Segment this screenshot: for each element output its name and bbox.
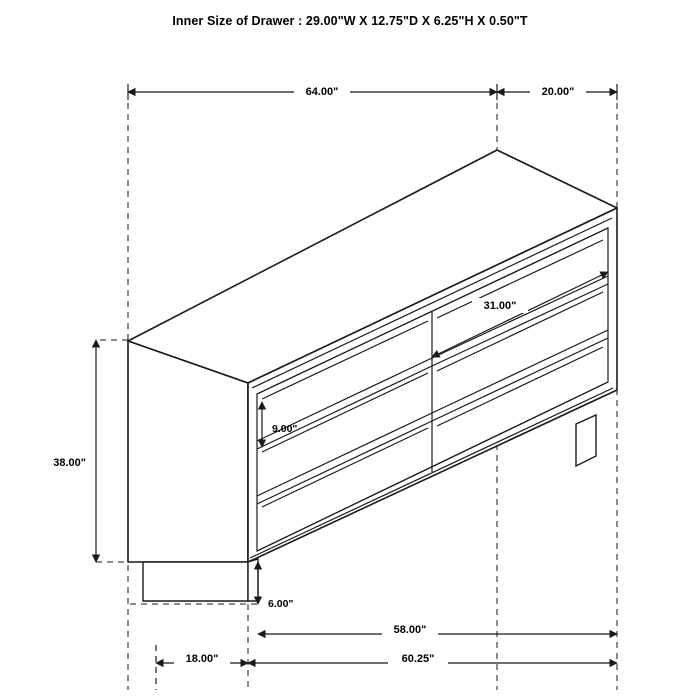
label-body-height: 38.00" — [53, 456, 86, 469]
label-front-width: 58.00" — [393, 623, 427, 636]
label-drawer-height: 9.00" — [272, 422, 298, 435]
leg-front-left — [143, 562, 248, 601]
label-interior-diagonal: 31.00" — [483, 299, 517, 312]
leg-front-center — [248, 559, 258, 601]
label-base-width: 60.25" — [401, 652, 435, 665]
label-leg-height: 6.00" — [268, 597, 294, 610]
leg-rear-right — [576, 415, 596, 466]
label-depth-offset: 20.00" — [541, 85, 575, 98]
label-side-depth: 18.00" — [185, 652, 219, 665]
page-title: Inner Size of Drawer : 29.00"W X 12.75"D X 6.25"H X 0.50"T — [172, 14, 528, 28]
label-overall-width: 64.00" — [305, 85, 339, 98]
